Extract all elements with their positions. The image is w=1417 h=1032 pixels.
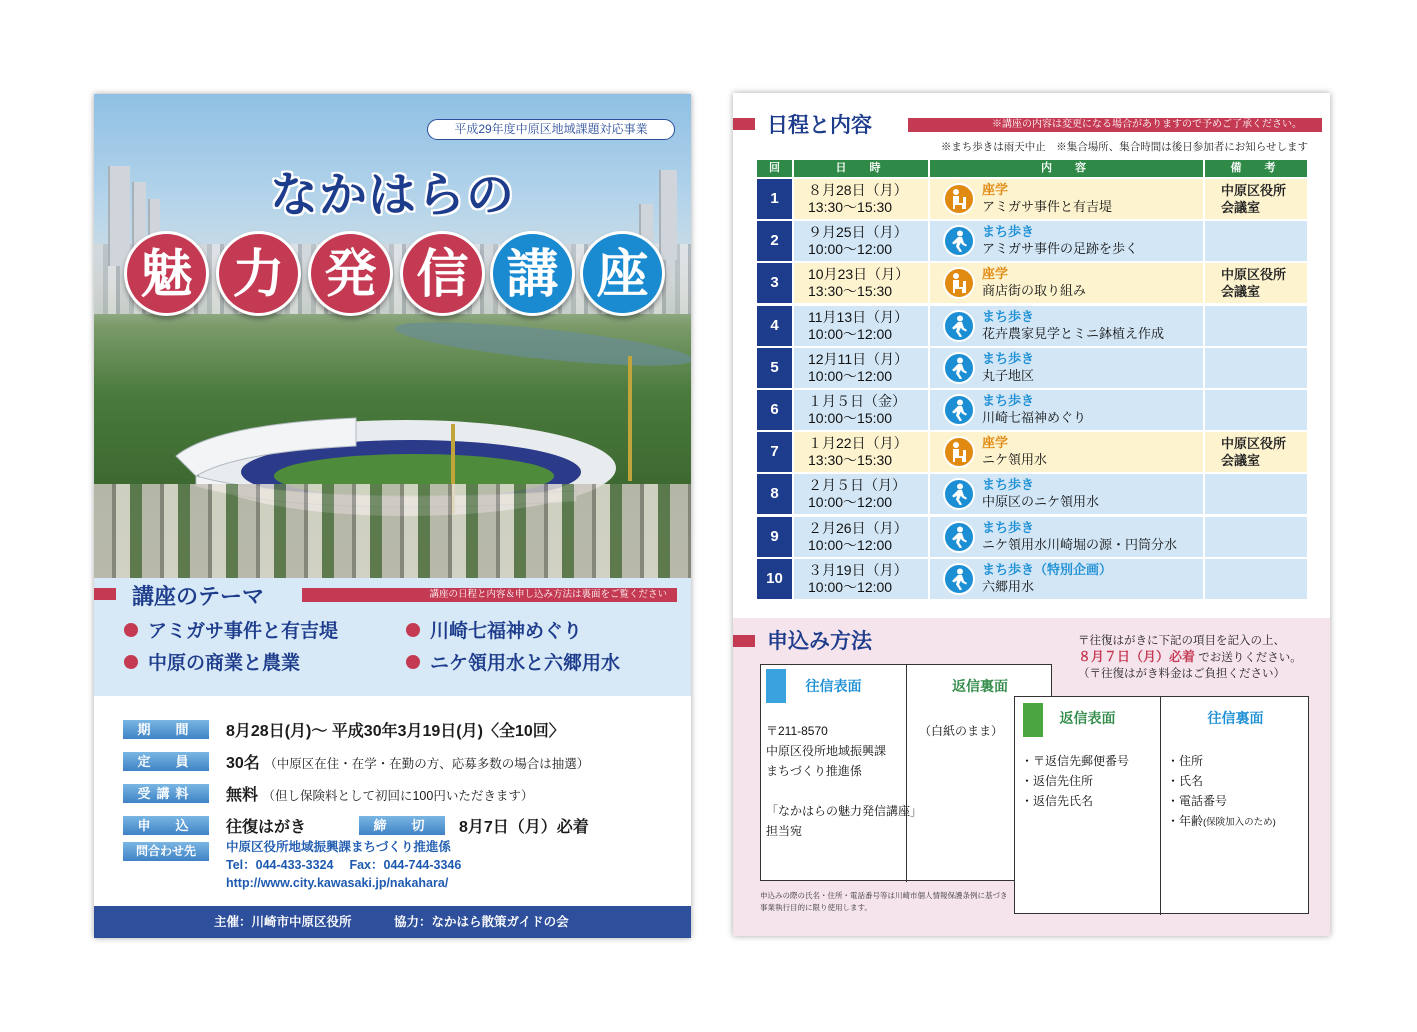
session-description: 丸子地区 [982,367,1035,383]
front-page [94,94,691,938]
walking-icon [943,478,975,510]
walking-icon [943,563,975,595]
session-description: アミガサ事件の足跡を歩く [982,241,1139,257]
session-type: まち歩き [982,350,1035,366]
contact-org: 中原区役所地域振興課まちづくり推進係 [226,840,451,854]
capacity-label: 定 員 [123,752,209,771]
session-number: 4 [757,306,792,346]
col-header-remarks: 備 考 [1205,160,1307,177]
session-remarks: 中原区役所 会議室 [1205,179,1307,219]
course-info [94,696,691,906]
title-char-2: 力 [216,231,301,316]
apply-label: 申 込 [123,816,209,835]
session-number: 7 [757,432,792,472]
back-page [733,93,1330,936]
bullet-icon [124,655,138,669]
schedule-heading: 日程と内容 [767,114,872,137]
session-description: 花卉農家見学とミニ鉢植え作成 [982,325,1165,341]
session-number: 10 [757,559,792,599]
privacy-note: 申込みの際の氏名・住所・電話番号等は川崎市個人情報保護条例に基づき事業執行目的に限り使用します。 [760,891,1008,912]
session-datetime: １月５日（金） 10:00～15:00 [794,390,928,430]
outgoing-front-title: 往信表面 [805,678,862,694]
theme-section [94,578,691,696]
session-description: ニケ領用水川崎堀の源・円筒分水 [982,536,1178,552]
title-char-5: 講 [490,231,575,316]
title-char-1: 魅 [124,231,209,316]
schedule-note2: ※まち歩きは雨天中止 ※集合場所、集合時間は後日参加者にお知らせします [940,141,1308,153]
session-number: 2 [757,221,792,261]
apply-note: 〒往復はがきに下記の項目を記入の上、 ８月７日（月）必着 でお送りください。 （〒往復はがき料金はご負担ください） [1078,635,1302,680]
session-remarks [1205,390,1307,430]
schedule-row [757,306,1307,346]
session-remarks: 中原区役所 会議室 [1205,432,1307,472]
bullet-icon [406,623,420,637]
session-remarks [1205,559,1307,599]
lecture-icon [943,436,975,468]
title-circles [122,231,682,331]
title-char-3: 発 [308,231,393,316]
host-text: 主催：川崎市中原区役所 [214,915,352,929]
outgoing-front-body: 〒211-8570 中原区役所地域振興課 まちづくり推進係 「なかはらの魅力発信講座」 担当宛 [766,724,923,838]
session-number: 6 [757,390,792,430]
bullet-icon [124,623,138,637]
deadline-label: 締 切 [359,816,445,835]
session-type: まち歩き [982,308,1035,324]
session-type: 座学 [982,266,1009,282]
col-header-date: 日 時 [794,160,928,177]
walking-icon [943,394,975,426]
schedule-row [757,221,1307,261]
outgoing-postcard [760,664,1052,881]
title-char-6: 座 [580,231,665,316]
schedule-row [757,474,1307,514]
support-text: 協力：なかはら散策ガイドの会 [394,915,569,929]
session-type: まち歩き [982,477,1035,493]
session-content [930,474,1203,514]
deadline-value: 8月7日（月）必着 [459,819,589,836]
session-content [930,517,1203,557]
schedule-row [757,348,1307,388]
theme-item: ニケ領用水と六郷用水 [406,648,620,675]
session-number: 9 [757,517,792,557]
schedule-row [757,179,1307,219]
front-footer [94,906,691,938]
section-marker [94,588,116,600]
session-description: ニケ領用水 [982,452,1048,468]
theme-item: アミガサ事件と有吉堤 [124,616,338,643]
session-description: 六郷用水 [982,578,1035,594]
session-type: まち歩き [982,393,1035,408]
theme-note: 講座の日程と内容＆申し込み方法は裏面をご覧ください [302,588,677,602]
session-type: まち歩き [982,519,1035,535]
walking-icon [943,521,975,553]
session-datetime: ８月28日（月） 13:30～15:30 [794,179,928,219]
session-content [930,432,1203,472]
contact-label: 問合わせ先 [123,842,209,861]
bullet-icon [406,655,420,669]
reply-back-title: 返信裏面 [952,678,1008,694]
session-datetime: ２月26日（月） 10:00～12:00 [794,517,928,557]
session-type: まち歩き [982,224,1035,240]
session-description: 川崎七福神めぐり [982,410,1087,425]
session-number: 5 [757,348,792,388]
theme-item: 中原の商業と農業 [124,648,300,675]
session-content [930,306,1203,346]
session-type: まち歩き（特別企画） [982,561,1113,577]
title-char-4: 信 [400,231,485,316]
col-header-num: 回 [757,160,792,177]
schedule-row [757,432,1307,472]
theme-item: 川崎七福神めぐり [406,616,582,643]
outgoing-back-title: 往信裏面 [1207,710,1264,726]
session-datetime: 12月11日（月） 10:00～12:00 [794,348,928,388]
schedule-table-header [757,160,1307,177]
reply-postcard [1014,696,1309,914]
session-type: 座学 [982,435,1009,451]
outgoing-back-body: ・住所 ・氏名 ・電話番号 ・年齢(保険加入のため) [1167,754,1276,828]
schedule-row [757,390,1307,430]
section-marker [733,118,755,130]
contact-tel: Tel：044-433-3324 Fax：044-744-3346 [226,858,462,872]
session-content [930,221,1203,261]
session-remarks [1205,306,1307,346]
col-header-content: 内 容 [930,160,1203,177]
project-subtitle: 平成29年度中原区地域課題対応事業 [427,119,675,140]
theme-heading: 講座のテーマ [132,584,265,609]
session-datetime: ９月25日（月） 10:00～12:00 [794,221,928,261]
schedule-row [757,263,1307,303]
walking-icon [943,352,975,384]
contact-url[interactable]: http://www.city.kawasaki.jp/nakahara/ [226,876,449,890]
session-datetime: ３月19日（月） 10:00～12:00 [794,559,928,599]
session-description: 商店街の取り組み [982,283,1087,299]
session-remarks [1205,348,1307,388]
session-number: 3 [757,263,792,303]
period-label: 期 間 [123,720,209,739]
fee-label: 受講料 [123,784,209,803]
session-content [930,559,1203,599]
session-description: 中原区のニケ領用水 [982,494,1100,510]
schedule-header [733,93,1330,137]
session-content [930,263,1203,303]
session-datetime: ２月５日（月） 10:00～12:00 [794,474,928,514]
schedule-row [757,559,1307,599]
session-datetime: 11月13日（月） 10:00～12:00 [794,306,928,346]
session-description: アミガサ事件と有吉堤 [982,199,1113,214]
session-number: 1 [757,179,792,219]
session-remarks [1205,474,1307,514]
session-remarks: 中原区役所 会議室 [1205,263,1307,303]
reply-back-body: （白紙のまま） [919,724,1004,738]
reply-front-title: 返信表面 [1059,710,1116,726]
session-content [930,348,1203,388]
schedule-note: ※講座の内容は変更になる場合がありますので予めご了承ください。 [908,118,1322,132]
reply-front-body: ・〒返信先郵便番号 ・返信先住所 ・返信先氏名 [1021,754,1130,808]
session-content [930,390,1203,430]
walking-icon [943,225,975,257]
session-content [930,179,1203,219]
fee-value: 無料 （但し保険料として初回に100円いただきます） [226,787,534,804]
walking-icon [943,310,975,342]
period-value: 8月28日(月)～ 平成30年3月19日(月)〈全10回〉 [226,723,565,740]
title-main: なかはらの [269,169,515,222]
apply-value: 往復はがき [226,819,307,836]
session-remarks [1205,517,1307,557]
schedule-row [757,517,1307,557]
capacity-value: 30名 （中原区在住・在学・在勤の方、応募多数の場合は抽選） [226,755,590,772]
session-datetime: 10月23日（月） 13:30～15:30 [794,263,928,303]
session-type: 座学 [982,182,1009,197]
session-remarks [1205,221,1307,261]
session-datetime: １月22日（月） 13:30～15:30 [794,432,928,472]
lecture-icon [943,267,975,299]
section-marker [733,635,755,647]
session-number: 8 [757,474,792,514]
contact-block [226,838,461,892]
lecture-icon [943,183,975,215]
apply-heading: 申込み方法 [767,630,872,653]
